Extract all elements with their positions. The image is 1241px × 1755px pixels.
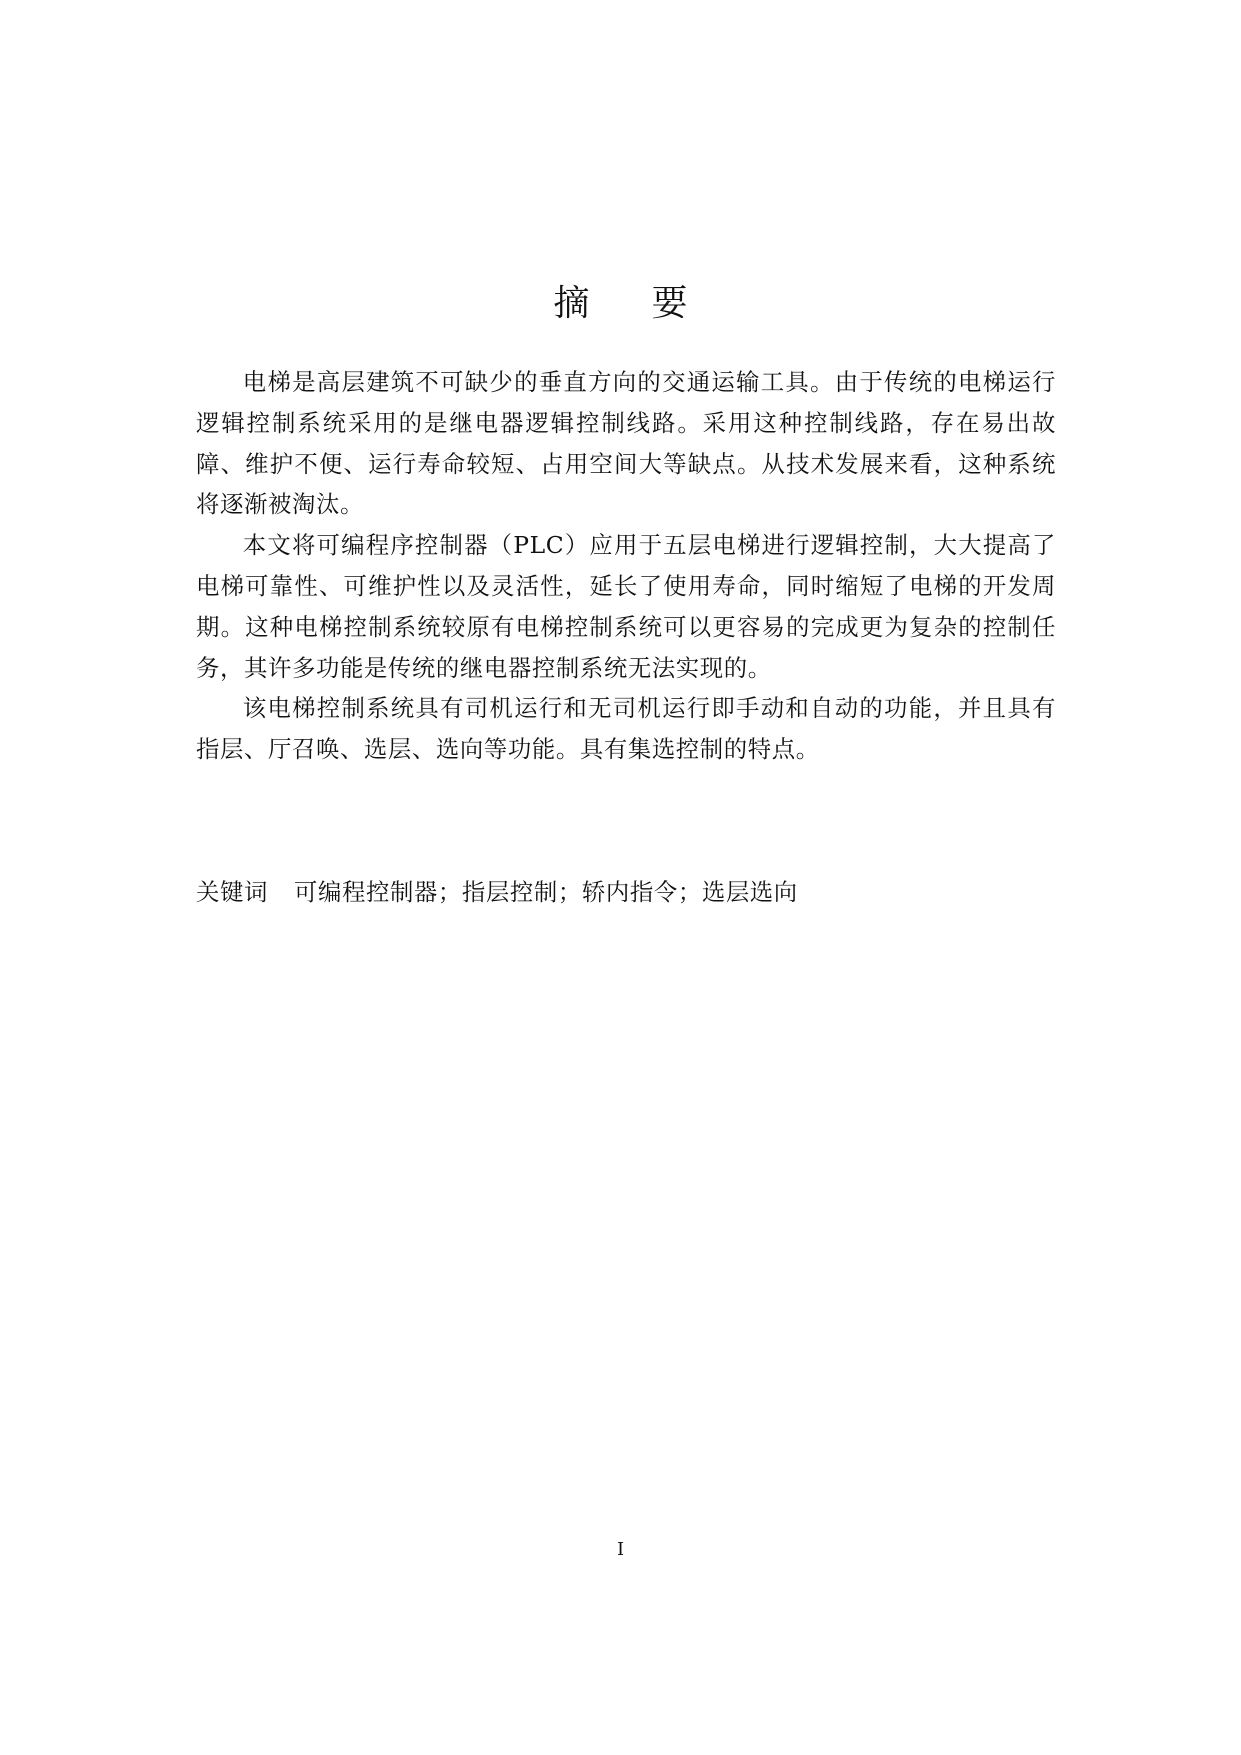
abstract-paragraph-3: 该电梯控制系统具有司机运行和无司机运行即手动和自动的功能，并且具有指层、厅召唤、选层、选向等功能。具有集选控制的特点。 (196, 694, 1056, 764)
keywords-line (196, 872, 1056, 912)
abstract-paragraph-1: 电梯是高层建筑不可缺少的垂直方向的交通运输工具。由于传统的电梯运行逻辑控制系统采用的是继电器逻辑控制线路。采用这种控制线路，存在易出故障、维护不便、运行寿命较短、占用空间大等缺点。从技术发展来看，这种系统将逐渐被淘汰。 (196, 368, 1056, 519)
abstract-body (196, 362, 1056, 770)
page-number: I (616, 1539, 625, 1560)
keywords-text: 可编程控制器；指层控制；轿内指令；选层选向 (293, 878, 798, 906)
abstract-paragraph-2: 本文将可编程序控制器（PLC）应用于五层电梯进行逻辑控制，大大提高了电梯可靠性、可维护性以及灵活性，延长了使用寿命，同时缩短了电梯的开发周期。这种电梯控制系统较原有电梯控制系统可以更容易的完成更为复杂的控制任务，其许多功能是传统的继电器控制系统无法实现的。 (196, 531, 1056, 682)
keywords-label: 关键词 (196, 878, 268, 906)
abstract-title: 摘要 (553, 283, 750, 324)
